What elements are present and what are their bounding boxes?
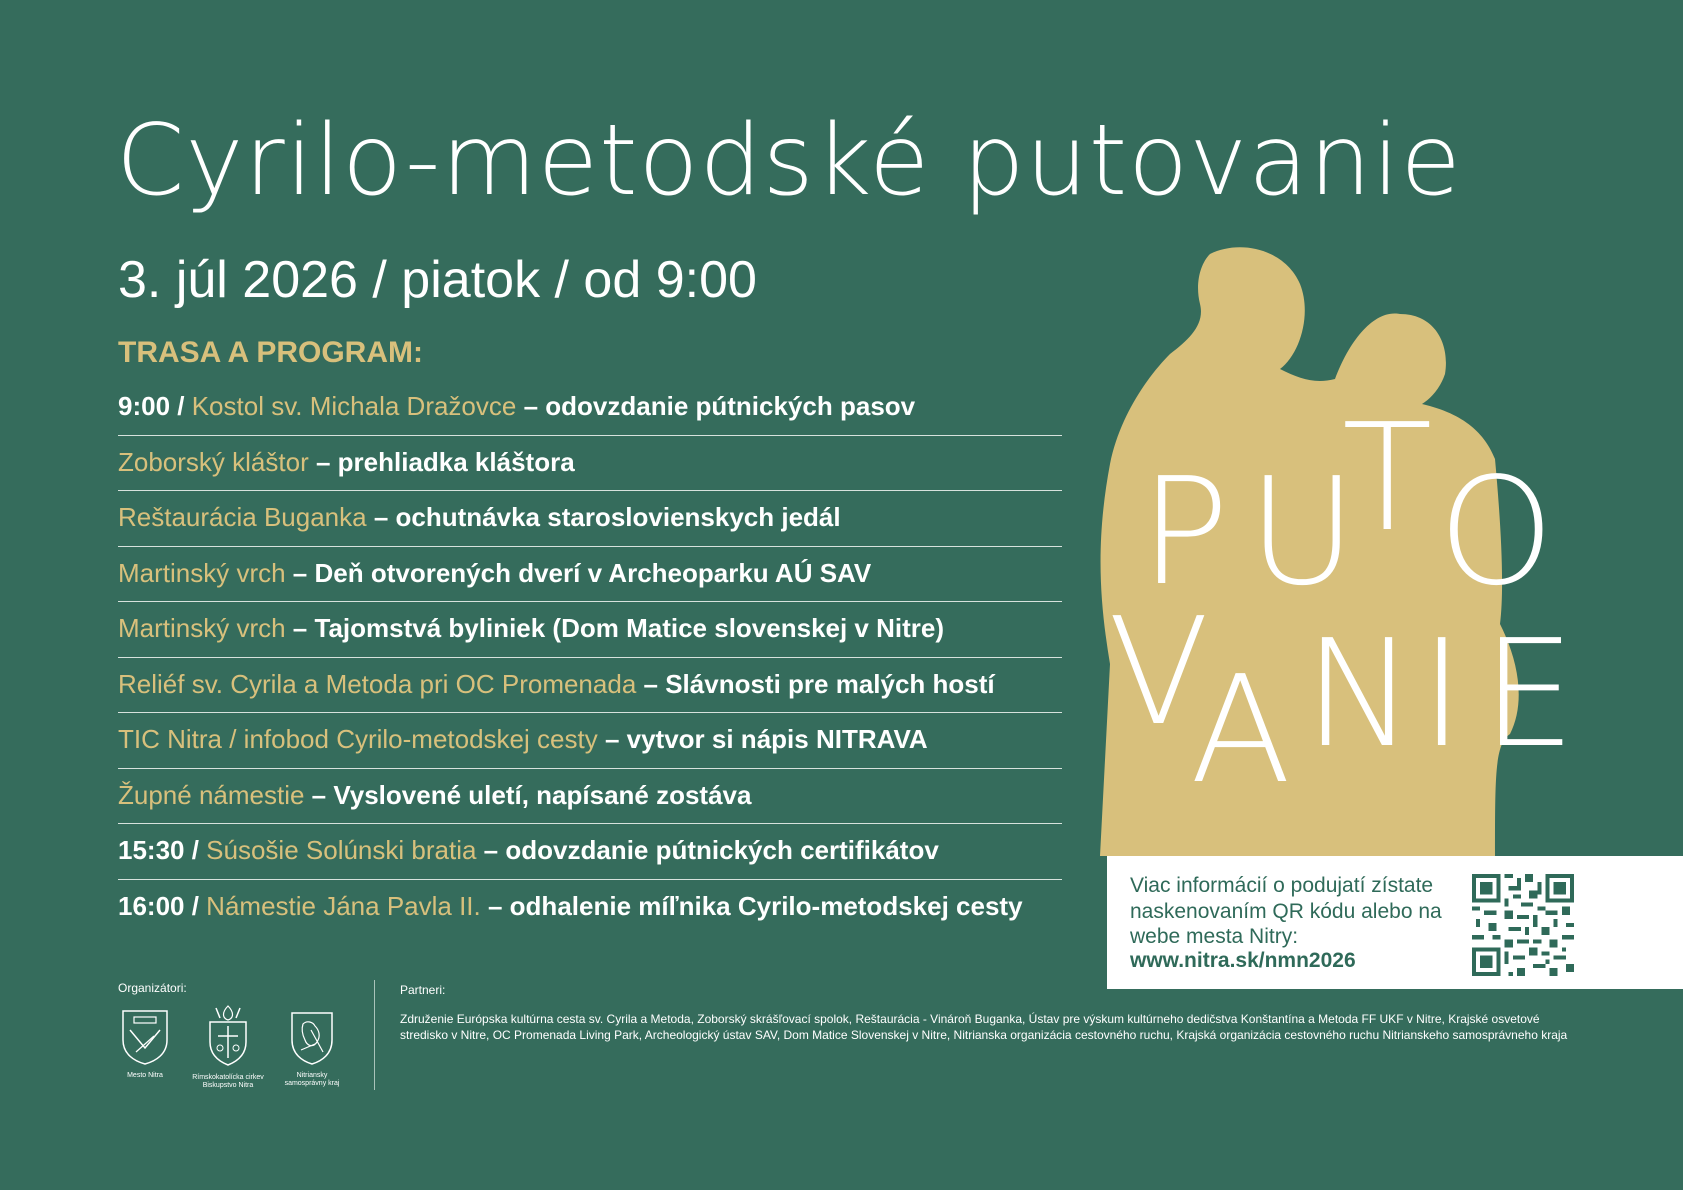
program-row: Martinský vrch – Deň otvorených dverí v Archeoparku AÚ SAV (118, 547, 1062, 603)
letter-e: E (1482, 608, 1576, 780)
logo-biskupstvo-nitra (183, 1004, 273, 1090)
logo-caption: Rímskokatolícka cirkev Biskupstvo Nitra (192, 1074, 264, 1089)
program-row: Župné námestie – Vyslovené uletí, napísané zostáva (118, 769, 1062, 825)
partners-label: Partneri: (400, 983, 446, 997)
program-row: Reliéf sv. Cyrila a Metoda pri OC Promenada – Slávnosti pre malých hostí (118, 658, 1062, 714)
qr-code-icon[interactable] (1472, 874, 1574, 976)
letter-i: I (1420, 608, 1464, 780)
program-row: 9:00 / Kostol sv. Michala Dražovce – odovzdanie pútnických pasov (118, 380, 1062, 436)
partners-text: Združenie Európska kultúrna cesta sv. Cyrila a Metoda, Zoborský skrášľovací spolok, Reštaurácia - Vinároň Buganka, Ústav pre výskum kultúrneho dedičstva Konštantína a Metoda FF UKF v Nitre, Krajské osvetové stredisko v Nitre, OC Promenada Living Park, Archeologický ústav SAV, Dom Matice Slovenskej v Nitre, Nitrianska organizácia cestovného ruchu, Krajská organizácia cestovného ruchu Nitrianskeho samosprávneho kraja (400, 1012, 1568, 1042)
diocese-emblem-icon (200, 1004, 256, 1068)
program-row: Reštaurácia Buganka – ochutnávka staroslovienskych jedál (118, 491, 1062, 547)
program-row: Zoborský kláštor – prehliadka kláštora (118, 436, 1062, 492)
letter-n: N (1304, 608, 1415, 780)
event-date: 3. júl 2026 / piatok / od 9:00 (118, 251, 757, 309)
logo-caption: Nitriansky samosprávny kraj (284, 1072, 340, 1087)
info-text: Viac informácií o podujatí zístate naskenovaním QR kódu alebo na webe mesta Nitry: (1130, 874, 1442, 948)
program-row: TIC Nitra / infobod Cyrilo-metodskej cesty – vytvor si nápis NITRAVA (118, 713, 1062, 769)
footer-divider (374, 980, 375, 1090)
organizers-label: Organizátori: (118, 981, 187, 995)
logo-nitriansky-kraj (280, 1010, 344, 1088)
program-row: 16:00 / Námestie Jána Pavla II. – odhalenie míľnika Cyrilo-metodskej cesty (118, 890, 1023, 921)
info-url[interactable]: www.nitra.sk/nmn2026 (1130, 949, 1356, 972)
letter-a: A (1190, 644, 1292, 816)
program-heading: TRASA A PROGRAM: (118, 336, 423, 369)
letter-o: O (1438, 446, 1555, 618)
letter-p: P (1140, 446, 1230, 618)
page-title: Cyrilo-metodské putovanie (116, 104, 1462, 218)
program-row: Martinský vrch – Tajomstvá byliniek (Dom Matice slovenskej v Nitre) (118, 602, 1062, 658)
coat-of-arms-icon (120, 1008, 170, 1066)
logo-caption: Mesto Nitra (127, 1072, 163, 1079)
info-box (1107, 856, 1683, 989)
letter-u: U (1248, 446, 1357, 618)
letter-v: V (1108, 586, 1210, 758)
program-list (118, 380, 1062, 935)
program-row: 15:30 / Súsošie Solúnski bratia – odovzdanie pútnických certifikátov (118, 824, 1062, 880)
letter-t: T (1342, 392, 1433, 564)
logo-mesto-nitra (110, 1008, 180, 1080)
region-coat-of-arms-icon (289, 1010, 335, 1066)
